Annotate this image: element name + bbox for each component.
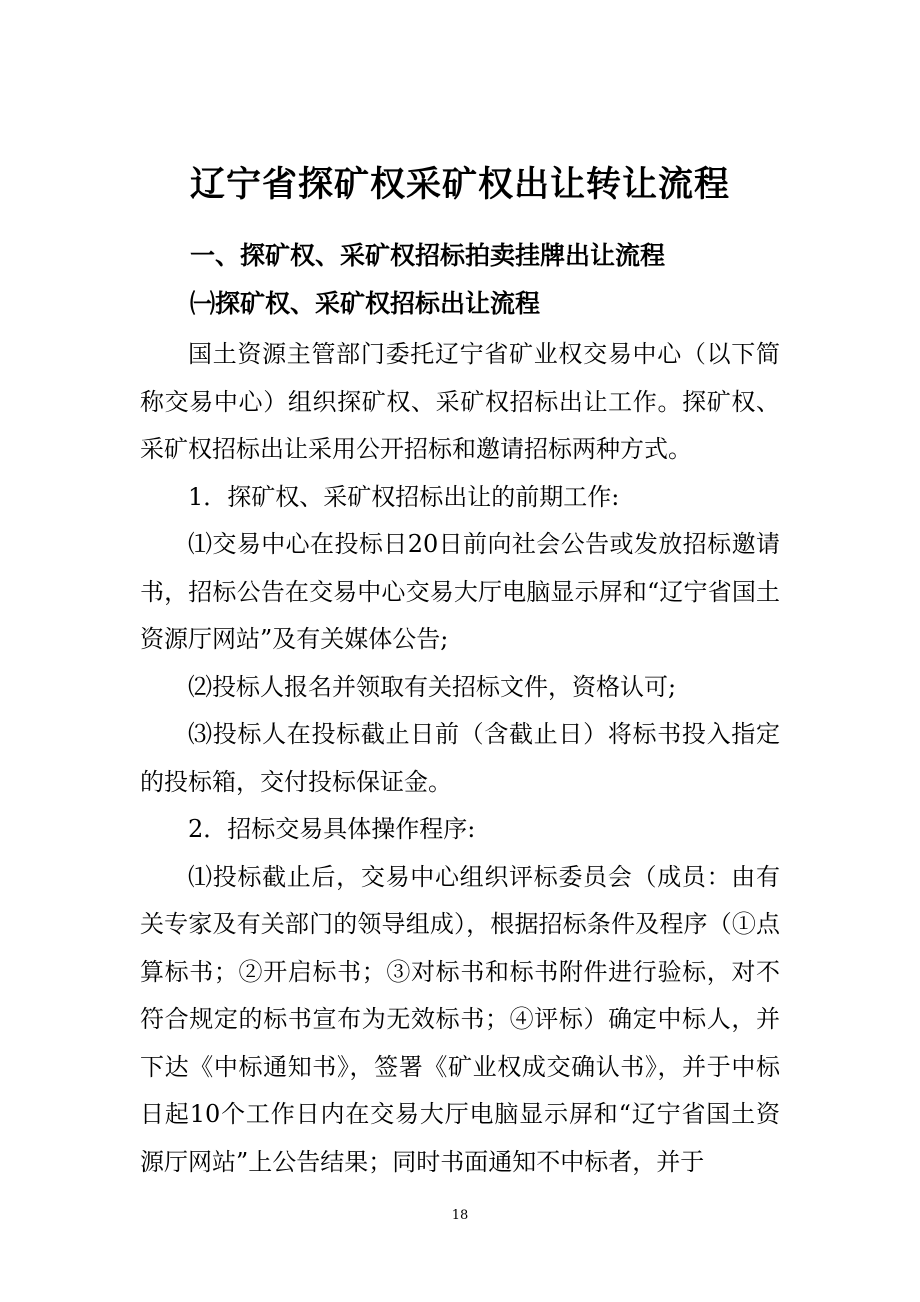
paragraph-item-1-3: ⑶投标人在投标截止日前（含截止日）将标书投入指定的投标箱，交付投标保证金。	[140, 720, 780, 796]
paragraph-item-1: 1．探矿权、采矿权招标出让的前期工作:	[188, 482, 620, 511]
paragraph-intro: 国土资源主管部门委托辽宁省矿业权交易中心（以下简称交易中心）组织探矿权、采矿权招标出让工作。探矿权、采矿权招标出让采用公开招标和邀请招标两种方式。	[140, 340, 780, 463]
paragraph-item-2-1: ⑴投标截止后，交易中心组织评标委员会（成员：由有关专家及有关部门的领导组成），根据招标条件及程序（①点算标书；②开启标书；③对标书和标书附件进行验标，对不符合规定的标书宣布为无效标书；④评标）确定中标人，并下达《中标通知书》，签署《矿业权成交确认书》，并于中标日起10个工作日内在交易大厅电脑显示屏和“辽宁省国土资源厅网站”上公告结果；同时书面通知不中标者，并于	[140, 862, 780, 1176]
document-title: 辽宁省探矿权采矿权出让转让流程	[189, 165, 730, 205]
page-number: 18	[451, 1208, 469, 1223]
paragraph-item-1-1: ⑴交易中心在投标日20日前向社会公告或发放招标邀请书，招标公告在交易中心交易大厅电脑显示屏和“辽宁省国土资源厅网站”及有关媒体公告;	[140, 530, 780, 653]
paragraph-item-2: 2．招标交易具体操作程序:	[188, 815, 476, 843]
document-body	[140, 331, 780, 1186]
subsection-heading: ㈠探矿权、采矿权招标出让流程	[190, 289, 541, 318]
section-heading: 一、探矿权、采矿权招标拍卖挂牌出让流程	[190, 241, 666, 270]
paragraph-item-1-2: ⑵投标人报名并领取有关招标文件，资格认可;	[188, 672, 677, 701]
